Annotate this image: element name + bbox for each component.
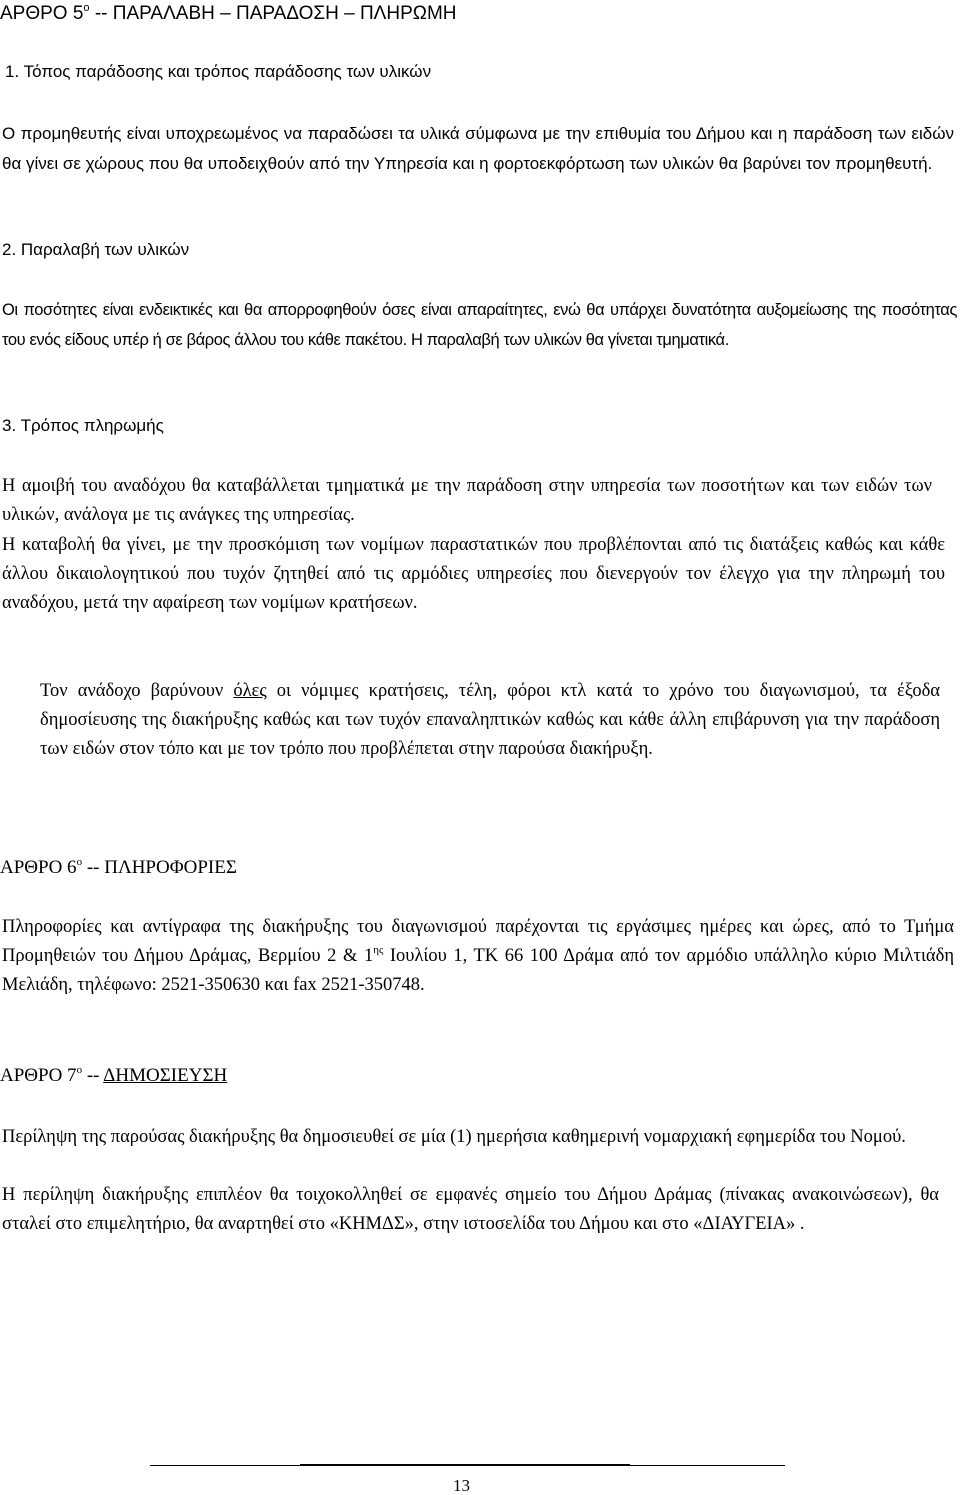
section-3-paragraph-1: Η αμοιβή του αναδόχου θα καταβάλλεται τμηματικά με την παράδοση στην υπηρεσία των ποσοτήτων και των ειδών των υλικών, ανάλογα με τις ανάγκες της υπηρεσίας. <box>2 476 932 525</box>
section-2-title: 2. Παραλαβή των υλικών <box>2 240 190 259</box>
article-7-paragraph-1: Περίληψη της παρούσας διακήρυξης θα δημοσιευθεί σε μία (1) ημερήσια καθημερινή νομαρχιακή εφημερίδα του Νομού. <box>2 1127 906 1147</box>
section-3-title: 3. Τρόπος πληρωμής <box>2 416 164 435</box>
article-6-heading: ΑΡΘΡΟ $6^o$ -- ΠΛΗΡΟΦΟΡΙΕΣ <box>0 855 237 878</box>
footer-rule-bold <box>300 1464 630 1466</box>
section-3-paragraph-2: Η καταβολή θα γίνει, με την προσκόμιση των νομίμων παραστατικών που προβλέπονται από τις διατάξεις καθώς και κάθε άλλου δικαιολογητικού που τυχόν ζητηθεί από τις αρμόδιες υπηρεσίες που διενεργούν τον έλεγχο για την πληρωμή του αναδόχου, μετά την αφαίρεση των νομίμων κρατήσεων. <box>2 535 945 613</box>
section-2-text: Οι ποσότητες είναι ενδεικτικές και θα απορροφηθούν όσες είναι απαραίτητες, ενώ θα υπάρχει δυνατότητα αυξομείωσης της ποσότητας του ενός είδους υπέρ ή σε βάρος άλλου του κάθε πακέτου. Η παραλαβή των υλικών θα γίνεται τμηματικά. <box>2 301 957 349</box>
section-3-paragraph-3: Τον ανάδοχο βαρύνουν όλες οι νόμιμες κρατήσεις, τέλη, φόροι κτλ κατά το χρόνο του διαγωνισμού, τα έξοδα δημοσίευσης της διακήρυξης καθώς και των τυχόν επαναληπτικών καθώς και κάθε άλλη επιβάρυνση για την παράδοση των ειδών στον τόπο και με τον τρόπο που προβλέπεται στην παρούσα διακήρυξη. <box>40 681 940 759</box>
article-6-text: Πληροφορίες και αντίγραφα της διακήρυξης του διαγωνισμού παρέχονται τις εργάσιμες ημέρες και ώρες, από το Τμήμα Προμηθειών του Δήμου Δράμας, Βερμίου 2 & $1^{\eta\varsigma}$ Ιουλίου 1, ΤΚ 66 100 Δράμα από τον αρμόδιο υπάλληλο κύριο Μιλτιάδη Μελιάδη, τηλέφωνο: 2521-350630 και fax 2521-350748. <box>2 917 954 995</box>
article-7-paragraph-2: Η περίληψη διακήρυξης επιπλέον θα τοιχοκολληθεί σε εμφανές σημείο του Δήμου Δράμας (πίνακας ανακοινώσεων), θα σταλεί στο επιμελητήριο, θα αναρτηθεί στο «ΚΗΜΔΣ», στην ιστοσελίδα του Δήμου και στο «ΔΙΑΥΓΕΙΑ» . <box>2 1185 939 1234</box>
article-5-heading: ΑΡΘΡΟ $5^o$ -- ΠΑΡΑΛΑΒΗ – ΠΑΡΑΔΟΣΗ – ΠΛΗΡΩΜΗ <box>0 1 457 24</box>
article-7-heading: ΑΡΘΡΟ $7^o$ -- ΔΗΜΟΣΙΕΥΣΗ <box>0 1063 228 1086</box>
section-1-text: Ο προμηθευτής είναι υποχρεωμένος να παραδώσει τα υλικά σύμφωνα με την επιθυμία του Δήμου και η παράδοση των ειδών θα γίνει σε χώρους που θα υποδειχθούν από την Υπηρεσία και η φορτοεκφόρτωση των υλικών θα βαρύνει τον προμηθευτή. <box>2 124 954 173</box>
page-number: 13 <box>453 1476 470 1495</box>
section-1-title: 1. Τόπος παράδοσης και τρόπος παράδοσης των υλικών <box>5 62 432 81</box>
